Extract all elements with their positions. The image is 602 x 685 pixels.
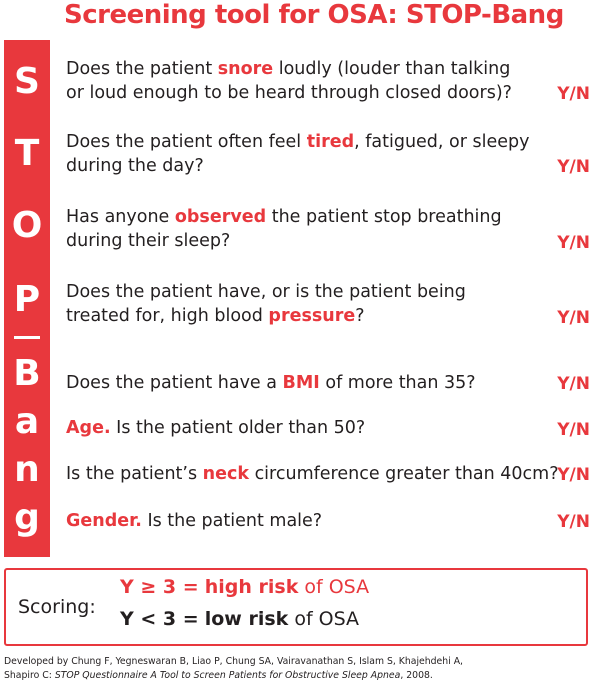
sidebar-letter-b: B	[13, 353, 41, 394]
keyword-age: Age.	[66, 418, 111, 438]
question-text: of more than 35?	[319, 373, 476, 393]
question-text: Does the patient often feel	[66, 132, 307, 152]
question-gender	[66, 509, 322, 533]
question-text: circumference greater than 40cm?	[249, 464, 559, 484]
citation-title: STOP Questionnaire A Tool to Screen Patients for Obstructive Sleep Apnea	[54, 670, 401, 681]
score-condition: Y < 3 =	[120, 608, 199, 630]
score-suffix: of OSA	[298, 576, 370, 598]
sidebar-letter-n: n	[14, 449, 40, 490]
stop-bang-sidebar	[4, 40, 50, 557]
keyword-bmi: BMI	[282, 373, 320, 393]
question-snore	[66, 57, 512, 105]
question-text-line2: during their sleep?	[66, 231, 231, 251]
question-neck	[66, 462, 559, 486]
answer-tired-yn[interactable]: Y/N	[557, 157, 590, 177]
score-suffix: of OSA	[288, 608, 360, 630]
score-risk-level: high risk	[204, 576, 299, 598]
score-condition: Y ≥ 3 =	[120, 576, 199, 598]
question-text-line2: ?	[355, 306, 365, 326]
answer-snore-yn[interactable]: Y/N	[557, 84, 590, 104]
question-bmi	[66, 371, 476, 395]
citation-year: , 2008.	[400, 670, 433, 681]
sidebar-letter-p: P	[13, 279, 41, 320]
score-low-risk	[120, 608, 359, 630]
sidebar-divider	[14, 336, 40, 339]
answer-observed-yn[interactable]: Y/N	[557, 233, 590, 253]
citation-authors: Shapiro C:	[4, 670, 55, 681]
question-text: Does the patient	[66, 59, 218, 79]
question-observed	[66, 205, 502, 253]
sidebar-letter-a: a	[14, 401, 40, 442]
keyword-pressure: pressure	[268, 306, 356, 326]
answer-neck-yn[interactable]: Y/N	[557, 465, 590, 485]
question-text: Is the patient male?	[141, 511, 323, 531]
question-text: the patient stop breathing	[266, 207, 502, 227]
answer-bmi-yn[interactable]: Y/N	[557, 374, 590, 394]
scoring-label: Scoring:	[18, 596, 96, 618]
answer-pressure-yn[interactable]: Y/N	[557, 308, 590, 328]
keyword-gender: Gender.	[66, 511, 142, 531]
question-text: Does the patient have, or is the patient being	[66, 282, 466, 302]
question-tired	[66, 130, 530, 178]
keyword-observed: observed	[174, 207, 267, 227]
question-pressure	[66, 280, 466, 328]
question-text: Has anyone	[66, 207, 175, 227]
answer-gender-yn[interactable]: Y/N	[557, 512, 590, 532]
citation	[4, 655, 594, 683]
score-high-risk	[120, 576, 369, 598]
scoring-box	[4, 568, 588, 646]
question-text: loudly (louder than talking	[273, 59, 511, 79]
question-text: , fatigued, or sleepy	[354, 132, 530, 152]
citation-line1: Developed by Chung F, Yegneswaran B, Liao P, Chung SA, Vairavanathan S, Islam S, Khajehdehi A,	[4, 656, 464, 667]
question-text-line2: treated for, high blood	[66, 306, 269, 326]
sidebar-letter-t: T	[14, 133, 40, 174]
question-text: Does the patient have a	[66, 373, 283, 393]
sidebar-letter-s: S	[14, 61, 40, 102]
keyword-neck: neck	[202, 464, 249, 484]
question-age	[66, 416, 365, 440]
question-text-line2: or loud enough to be heard through closed doors)?	[66, 83, 512, 103]
answer-age-yn[interactable]: Y/N	[557, 420, 590, 440]
page-title: Screening tool for OSA: STOP-Bang	[64, 0, 564, 30]
question-text-line2: during the day?	[66, 156, 204, 176]
sidebar-letter-g: g	[14, 497, 40, 538]
question-text: Is the patient’s	[66, 464, 203, 484]
question-text: Is the patient older than 50?	[110, 418, 366, 438]
score-risk-level: low risk	[204, 608, 289, 630]
keyword-snore: snore	[217, 59, 274, 79]
sidebar-letter-o: O	[11, 205, 43, 246]
keyword-tired: tired	[306, 132, 355, 152]
